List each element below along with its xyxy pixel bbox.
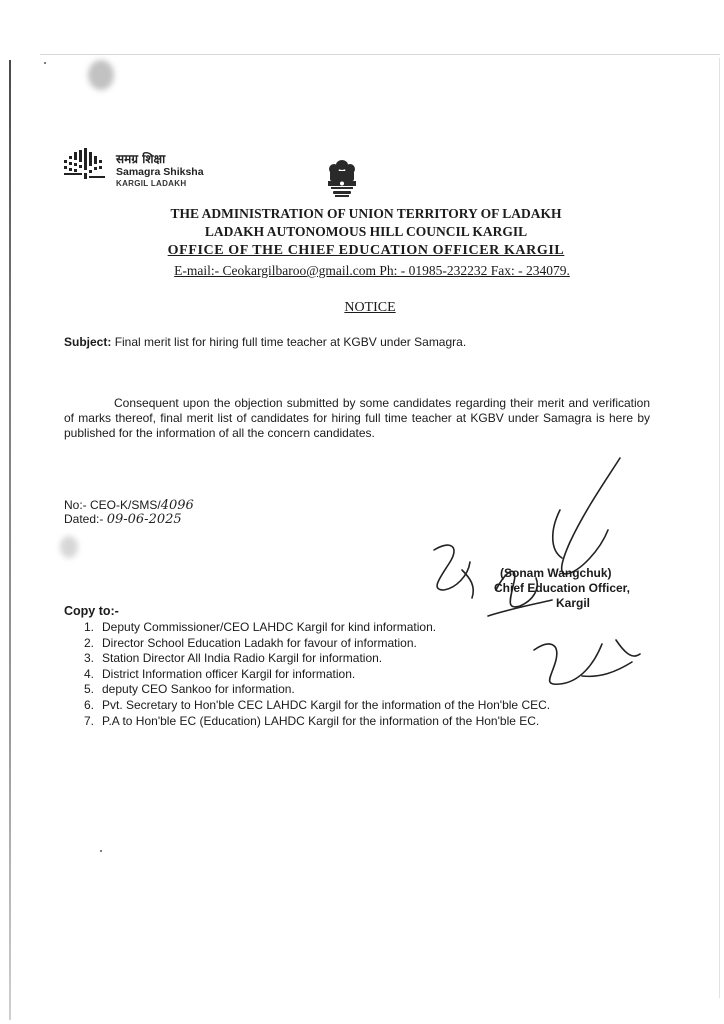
reference-number: [64, 498, 194, 513]
subject-line: [64, 335, 466, 349]
reference-date-label: Dated:-: [64, 512, 104, 526]
signatory-name: (Sonam Wangchuk): [500, 566, 612, 580]
list-item: 7. P.A to Hon'ble EC (Education) LAHDC Kargil for the information of the Hon'ble EC.: [84, 713, 540, 728]
list-item: 6. Pvt. Secretary to Hon'ble CEC LAHDC Kargil for the information of the Hon'ble CEC.: [84, 697, 551, 712]
signature-main-loop: [553, 510, 562, 558]
scan-smudge: [88, 60, 114, 90]
scan-speck: [100, 850, 102, 852]
list-item-text: deputy CEO Sankoo for information.: [102, 682, 295, 697]
header-hill-council: LADAKH AUTONOMOUS HILL COUNCIL KARGIL: [204, 224, 528, 239]
signatory-block: [494, 566, 630, 611]
national-emblem-icon: [322, 158, 362, 200]
signatory-designation: Chief Education Officer,: [494, 581, 631, 595]
notice-body-text: Consequent upon the objection submitted by some candidates regarding their merit and verification of marks thereof, final merit list of candidates for hiring full time teacher at KGBV under Samagra is here by published for the information of all the concern candidates.: [64, 396, 650, 440]
header-contact: E-mail:- Ceokargilbaroo@gmail.com Ph: - 01985-232232 Fax: - 234079.: [174, 263, 570, 278]
list-item-text: Deputy Commissioner/CEO LAHDC Kargil for kind information.: [102, 620, 437, 634]
header-administration: THE ADMINISTRATION OF UNION TERRITORY OF LADAKH: [170, 206, 562, 221]
signature-left: [434, 545, 470, 590]
list-item: 4. District Information officer Kargil for information.: [84, 666, 356, 681]
signature-main-stroke: [562, 458, 620, 574]
list-item: 5. deputy CEO Sankoo for information.: [84, 682, 295, 697]
reference-number-value: 4096: [160, 498, 194, 513]
list-item-text: Director School Education Ladakh for favour of information.: [102, 635, 417, 650]
subject-text: Final merit list for hiring full time teacher at KGBV under Samagra.: [114, 335, 467, 349]
logo-hindi-text: समग्र शिक्षा: [116, 152, 166, 166]
list-item: 2. Director School Education Ladakh for favour of information.: [84, 635, 417, 650]
scan-smudge: [60, 536, 78, 558]
list-item: 3. Station Director All India Radio Kargil for information.: [84, 651, 383, 666]
header-office: OFFICE OF THE CHIEF EDUCATION OFFICER KARGIL: [167, 243, 565, 258]
list-item-text: P.A to Hon'ble EC (Education) LAHDC Kargil for the information of the Hon'ble EC.: [102, 713, 540, 728]
samagra-shiksha-logo: [62, 146, 242, 192]
notice-body: [64, 396, 650, 441]
list-item-text: Pvt. Secretary to Hon'ble CEC LAHDC Kargil for the information of the Hon'ble CEC.: [102, 697, 551, 712]
logo-place-text: KARGIL LADAKH: [116, 179, 187, 188]
scan-speck: [44, 62, 46, 64]
scan-edge-left: [9, 60, 11, 1020]
signature-right-hook: [616, 640, 640, 656]
copy-to-heading: Copy to:-: [64, 604, 119, 618]
list-item-text: District Information officer Kargil for information.: [102, 666, 356, 681]
signature-left-tail: [462, 570, 473, 598]
reference-number-label: No:- CEO-K/SMS/: [64, 498, 161, 512]
scan-edge-top: [40, 54, 720, 55]
samagra-logo-mark-icon: [62, 146, 108, 186]
subject-label: Subject:: [64, 335, 112, 349]
notice-title: NOTICE: [344, 300, 396, 315]
copy-to-list: [84, 620, 550, 729]
reference-date-value: 09-06-2025: [106, 512, 182, 527]
list-item-text: Station Director All India Radio Kargil for information.: [102, 651, 383, 666]
list-item: 1. Deputy Commissioner/CEO LAHDC Kargil for kind information.: [84, 620, 437, 634]
logo-name-text: Samagra Shiksha: [116, 166, 204, 178]
signatory-place: Kargil: [556, 596, 591, 610]
signature-right-tail: [582, 662, 632, 676]
reference-date: [64, 512, 182, 527]
scan-edge-right: [719, 58, 720, 998]
